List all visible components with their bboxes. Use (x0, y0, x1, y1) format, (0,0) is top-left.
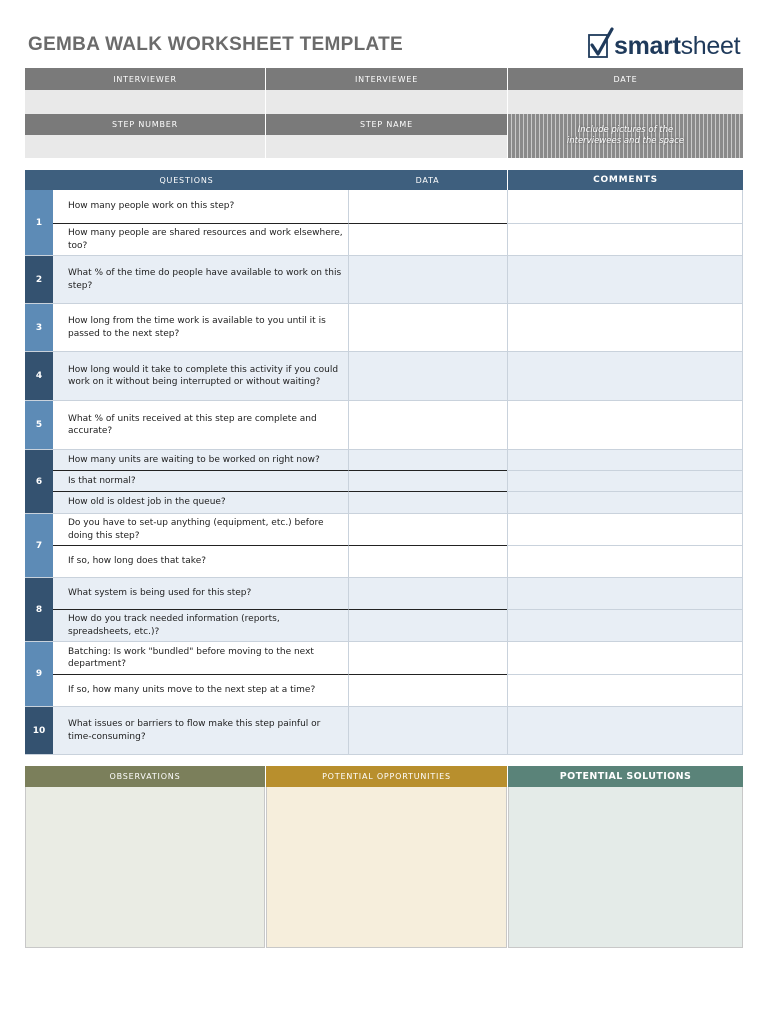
data-cell[interactable] (348, 450, 507, 471)
comments-cell[interactable] (508, 546, 743, 577)
group-number: 1 (25, 190, 53, 255)
comments-cell[interactable] (508, 224, 743, 255)
question-text: What issues or barriers to flow make this step painful or time-consuming? (53, 707, 348, 754)
question-text: How many people are shared resources and work elsewhere, too? (53, 224, 348, 255)
question-text: Do you have to set-up anything (equipment, etc.) before doing this step? (53, 514, 348, 546)
question-text: Is that normal? (53, 471, 348, 492)
comments-cell[interactable] (508, 642, 743, 675)
question-text: How many people work on this step? (53, 190, 348, 224)
comments-cell[interactable] (508, 190, 743, 224)
group-number: 4 (25, 352, 53, 400)
comments-cell[interactable] (508, 256, 743, 303)
row-divider (25, 400, 743, 401)
data-cell[interactable] (348, 304, 507, 351)
row-divider (25, 255, 743, 256)
data-cell[interactable] (348, 642, 507, 675)
data-cell[interactable] (348, 546, 507, 577)
date-header: DATE (508, 68, 743, 90)
smartsheet-logo (588, 28, 740, 64)
row-divider (25, 641, 743, 642)
photo-note: Include pictures of the interviewees and the space (566, 125, 685, 146)
question-text: If so, how many units move to the next step at a time? (53, 675, 348, 706)
row-divider (25, 303, 743, 304)
step-name-header: STEP NAME (266, 114, 507, 135)
data-cell[interactable] (348, 578, 507, 610)
comments-cell[interactable] (508, 450, 743, 471)
group-number: 9 (25, 642, 53, 706)
data-cell[interactable] (348, 675, 507, 706)
comments-cell[interactable] (508, 352, 743, 400)
data-cell[interactable] (348, 514, 507, 546)
comments-cell[interactable] (508, 492, 743, 513)
comments-cell[interactable] (508, 707, 743, 754)
opportunities-area[interactable] (266, 787, 507, 948)
question-text: How long from the time work is available to you until it is passed to the next step? (53, 304, 348, 351)
data-cell[interactable] (348, 190, 507, 224)
comments-cell[interactable] (508, 304, 743, 351)
comments-cell[interactable] (508, 578, 743, 610)
opportunities-header: POTENTIAL OPPORTUNITIES (266, 766, 507, 787)
data-cell[interactable] (348, 401, 507, 449)
group-number: 6 (25, 450, 53, 513)
question-text: How old is oldest job in the queue? (53, 492, 348, 513)
observations-header: OBSERVATIONS (25, 766, 265, 787)
interviewer-header: INTERVIEWER (25, 68, 265, 90)
data-cell[interactable] (348, 471, 507, 492)
column-divider (507, 190, 508, 755)
row-divider (25, 577, 743, 578)
question-text: How long would it take to complete this activity if you could work on it without being interrupted or without waiting? (53, 352, 348, 400)
question-text: If so, how long does that take? (53, 546, 348, 577)
row-divider (25, 706, 743, 707)
observations-area[interactable] (25, 787, 265, 948)
comments-cell[interactable] (508, 401, 743, 449)
group-number: 7 (25, 514, 53, 577)
date-field[interactable] (508, 90, 743, 114)
data-cell[interactable] (348, 256, 507, 303)
comments-cell[interactable] (508, 675, 743, 706)
interviewer-field[interactable] (25, 90, 265, 114)
table-bottom-border (25, 754, 743, 755)
logo-text-smart: smart (614, 31, 681, 60)
logo-text-sheet: sheet (680, 31, 741, 60)
interviewee-field[interactable] (266, 90, 507, 114)
data-header: DATA (348, 170, 507, 190)
question-text: What % of the time do people have available to work on this step? (53, 256, 348, 303)
data-cell[interactable] (348, 492, 507, 513)
comments-cell[interactable] (508, 514, 743, 546)
question-text: What system is being used for this step? (53, 578, 348, 610)
data-cell[interactable] (348, 707, 507, 754)
group-number: 2 (25, 256, 53, 303)
comments-cell[interactable] (508, 471, 743, 492)
comments-header: COMMENTS (508, 170, 743, 190)
data-cell[interactable] (348, 352, 507, 400)
row-divider (25, 351, 743, 352)
solutions-area[interactable] (508, 787, 743, 948)
question-text: Batching: Is work "bundled" before moving to the next department? (53, 642, 348, 675)
group-number: 5 (25, 401, 53, 449)
data-cell[interactable] (348, 610, 507, 641)
checkmark-icon (588, 27, 614, 65)
step-number-field[interactable] (25, 135, 265, 158)
solutions-header: POTENTIAL SOLUTIONS (508, 766, 743, 787)
step-number-header: STEP NUMBER (25, 114, 265, 135)
comments-cell[interactable] (508, 610, 743, 641)
group-number: 8 (25, 578, 53, 641)
question-text: How many units are waiting to be worked on right now? (53, 450, 348, 471)
step-name-field[interactable] (266, 135, 507, 158)
interviewee-header: INTERVIEWEE (266, 68, 507, 90)
row-divider (25, 449, 743, 450)
questions-header: QUESTIONS (25, 170, 348, 190)
page-title: GEMBA WALK WORKSHEET TEMPLATE (28, 34, 403, 55)
row-divider (25, 513, 743, 514)
question-text: What % of units received at this step are complete and accurate? (53, 401, 348, 449)
group-number: 10 (25, 707, 53, 754)
table-right-border (742, 190, 743, 755)
group-number: 3 (25, 304, 53, 351)
photo-area[interactable] (508, 114, 743, 158)
data-cell[interactable] (348, 224, 507, 255)
question-text: How do you track needed information (reports, spreadsheets, etc.)? (53, 610, 348, 641)
